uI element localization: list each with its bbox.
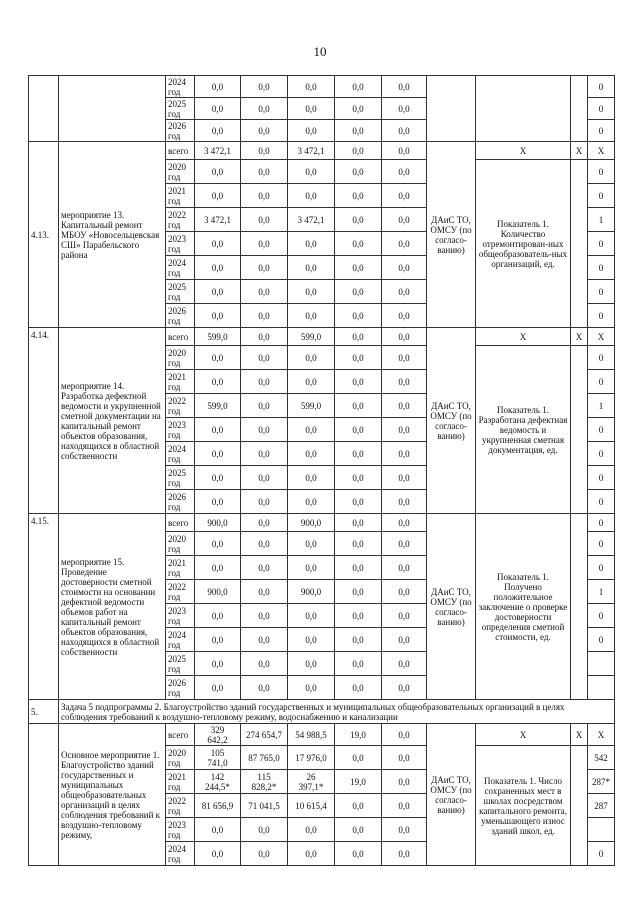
amount-cell: 0,0	[335, 514, 382, 532]
value-cell: X	[571, 724, 588, 746]
amount-cell: 0,0	[335, 304, 382, 328]
amount-cell: 0,0	[195, 490, 241, 514]
amount-cell: 0,0	[241, 652, 288, 676]
value-cell: X	[571, 142, 588, 160]
value-cell: 0	[588, 98, 615, 120]
value-cell: 0	[588, 184, 615, 208]
amount-cell: 0,0	[382, 304, 427, 328]
amount-cell: 3 472,1	[195, 208, 241, 232]
amount-cell: 0,0	[335, 142, 382, 160]
period: всего	[166, 142, 195, 160]
amount-cell: 0,0	[195, 98, 241, 120]
amount-cell: 0,0	[382, 794, 427, 818]
amount-cell: 0,0	[382, 442, 427, 466]
amount-cell: 0,0	[382, 746, 427, 770]
value-cell	[571, 746, 588, 866]
value-cell: X	[476, 328, 571, 346]
amount-cell: 0,0	[241, 580, 288, 604]
amount-cell: 0,0	[335, 556, 382, 580]
amount-cell: 0,0	[288, 256, 335, 280]
amount-cell: 0,0	[288, 556, 335, 580]
amount-cell: 0,0	[288, 418, 335, 442]
activity-name: мероприятие 14. Разработка дефектной ведомости и укрупненной сметной документации на капитальный ремонт объектов образования, находящихся в областной собственности	[59, 328, 166, 514]
amount-cell: 0,0	[288, 604, 335, 628]
amount-cell: 0,0	[335, 120, 382, 142]
amount-cell: 900,0	[288, 580, 335, 604]
amount-cell: 0,0	[195, 184, 241, 208]
value-cell: 0	[588, 160, 615, 184]
amount-cell: 599,0	[195, 328, 241, 346]
amount-cell: 900,0	[195, 514, 241, 532]
period: 2021 год	[166, 370, 195, 394]
amount-cell: 0,0	[382, 842, 427, 866]
amount-cell: 0,0	[335, 256, 382, 280]
activity-name: мероприятие 13. Капитальный ремонт МБОУ «Новосельцевская СШ» Парабельского района	[59, 142, 166, 328]
amount-cell: 142 244,5*	[195, 770, 241, 794]
amount-cell: 0,0	[335, 418, 382, 442]
amount-cell: 0,0	[382, 652, 427, 676]
amount-cell: 0,0	[195, 76, 241, 98]
value-cell: 287*	[588, 770, 615, 794]
amount-cell: 87 765,0	[241, 746, 288, 770]
amount-cell: 0,0	[195, 346, 241, 370]
amount-cell: 0,0	[382, 770, 427, 794]
amount-cell: 599,0	[195, 394, 241, 418]
amount-cell: 0,0	[382, 280, 427, 304]
amount-cell: 0,0	[335, 442, 382, 466]
amount-cell: 0,0	[335, 532, 382, 556]
program-table	[28, 75, 615, 866]
amount-cell: 0,0	[241, 842, 288, 866]
amount-cell: 0,0	[241, 304, 288, 328]
amount-cell: 0,0	[241, 514, 288, 532]
amount-cell: 0,0	[382, 256, 427, 280]
amount-cell: 0,0	[241, 418, 288, 442]
amount-cell: 0,0	[241, 818, 288, 842]
amount-cell: 0,0	[382, 818, 427, 842]
amount-cell: 0,0	[195, 652, 241, 676]
amount-cell: 0,0	[382, 120, 427, 142]
value-cell	[571, 514, 588, 700]
value-cell: 0	[588, 232, 615, 256]
amount-cell: 0,0	[382, 556, 427, 580]
amount-cell: 0,0	[382, 160, 427, 184]
amount-cell: 0,0	[335, 160, 382, 184]
amount-cell: 0,0	[288, 442, 335, 466]
amount-cell: 0,0	[241, 604, 288, 628]
amount-cell: 0,0	[195, 466, 241, 490]
period: 2022 год	[166, 208, 195, 232]
period: 2023 год	[166, 604, 195, 628]
task-title: Задача 5 подпрограммы 2. Благоустройство зданий государственных и муниципальных общеобразовательных организаций в целях соблюдения требований к воздушно-тепловому режиму, водоснабжению и канализации	[59, 700, 615, 724]
amount-cell: 0,0	[335, 746, 382, 770]
period: 2023 год	[166, 232, 195, 256]
period: 2026 год	[166, 304, 195, 328]
amount-cell: 0,0	[288, 842, 335, 866]
amount-cell: 900,0	[288, 514, 335, 532]
period: 2025 год	[166, 280, 195, 304]
amount-cell: 0,0	[335, 346, 382, 370]
amount-cell: 0,0	[335, 676, 382, 700]
table-row	[29, 142, 615, 160]
amount-cell: 0,0	[195, 556, 241, 580]
amount-cell: 0,0	[382, 98, 427, 120]
amount-cell: 0,0	[241, 394, 288, 418]
value-cell: X	[476, 724, 571, 746]
value-cell: 0	[588, 532, 615, 556]
amount-cell: 0,0	[335, 232, 382, 256]
value-cell	[588, 652, 615, 676]
amount-cell: 0,0	[382, 676, 427, 700]
amount-cell: 0,0	[288, 676, 335, 700]
executor-cell: ДАиС ТО, ОМСУ (по согласо-ванию)	[427, 724, 476, 866]
amount-cell: 0,0	[335, 580, 382, 604]
period: 2025 год	[166, 98, 195, 120]
amount-cell: 3 472,1	[288, 208, 335, 232]
value-cell: 0	[588, 304, 615, 328]
amount-cell: 0,0	[241, 556, 288, 580]
period: 2024 год	[166, 842, 195, 866]
executor-cell: Показатель 1. Число сохраненных мест в школах посредством капитального ремонта, уменьшающего износ зданий школ, ед.	[476, 746, 571, 866]
amount-cell: 0,0	[335, 652, 382, 676]
section-number	[29, 724, 59, 866]
amount-cell: 0,0	[288, 346, 335, 370]
table-row	[29, 700, 615, 724]
amount-cell: 0,0	[382, 532, 427, 556]
amount-cell: 0,0	[335, 394, 382, 418]
amount-cell: 0,0	[241, 98, 288, 120]
amount-cell: 19,0	[335, 770, 382, 794]
amount-cell: 0,0	[288, 818, 335, 842]
period: всего	[166, 514, 195, 532]
amount-cell: 0,0	[382, 580, 427, 604]
period: 2021 год	[166, 556, 195, 580]
amount-cell: 81 656,9	[195, 794, 241, 818]
amount-cell: 0,0	[335, 842, 382, 866]
period: 2026 год	[166, 676, 195, 700]
amount-cell: 0,0	[288, 160, 335, 184]
amount-cell: 0,0	[382, 604, 427, 628]
value-cell	[571, 346, 588, 514]
amount-cell: 0,0	[241, 120, 288, 142]
period: 2022 год	[166, 794, 195, 818]
section-number	[29, 76, 59, 142]
amount-cell: 0,0	[241, 628, 288, 652]
amount-cell: 0,0	[241, 142, 288, 160]
amount-cell: 0,0	[288, 466, 335, 490]
table-row	[29, 328, 615, 346]
amount-cell: 599,0	[288, 394, 335, 418]
amount-cell: 0,0	[288, 304, 335, 328]
amount-cell: 0,0	[241, 280, 288, 304]
amount-cell: 0,0	[288, 98, 335, 120]
amount-cell: 0,0	[335, 604, 382, 628]
amount-cell: 599,0	[288, 328, 335, 346]
executor-cell	[427, 76, 476, 142]
amount-cell: 0,0	[288, 490, 335, 514]
amount-cell: 0,0	[335, 184, 382, 208]
amount-cell: 0,0	[195, 442, 241, 466]
amount-cell: 0,0	[195, 676, 241, 700]
section-number: 4.13.	[29, 142, 59, 328]
period: 2021 год	[166, 184, 195, 208]
amount-cell: 0,0	[241, 490, 288, 514]
amount-cell: 0,0	[195, 160, 241, 184]
amount-cell: 0,0	[335, 794, 382, 818]
amount-cell: 0,0	[241, 184, 288, 208]
amount-cell: 0,0	[288, 280, 335, 304]
period: 2023 год	[166, 818, 195, 842]
period: 2022 год	[166, 580, 195, 604]
amount-cell: 71 041,5	[241, 794, 288, 818]
activity-name: Основное мероприятие 1. Благоустройство зданий государственных и муниципальных общеобразовательных организаций в целях соблюдения требований к воздушно-тепловому режиму,	[59, 724, 166, 866]
amount-cell: 0,0	[382, 232, 427, 256]
amount-cell: 0,0	[195, 256, 241, 280]
table-row	[29, 724, 615, 746]
amount-cell: 0,0	[382, 328, 427, 346]
period: 2024 год	[166, 256, 195, 280]
amount-cell: 0,0	[382, 184, 427, 208]
value-cell: 0	[588, 842, 615, 866]
period: 2020 год	[166, 160, 195, 184]
amount-cell: 0,0	[195, 628, 241, 652]
executor-cell: ДАиС ТО, ОМСУ (по согласо-ванию)	[427, 142, 476, 328]
period: 2020 год	[166, 746, 195, 770]
amount-cell: 900,0	[195, 580, 241, 604]
amount-cell: 0,0	[241, 442, 288, 466]
indicator-cell: ДАиС ТО, ОМСУ (по согласо-ванию)	[427, 328, 476, 514]
value-cell: X	[588, 142, 615, 160]
amount-cell: 0,0	[382, 76, 427, 98]
amount-cell: 0,0	[382, 724, 427, 746]
indicator-cell: Показатель 1. Получено положительное заключение о проверке достоверности определения сметной стоимости, ед.	[476, 514, 571, 700]
amount-cell: 0,0	[335, 76, 382, 98]
value-cell: 0	[588, 418, 615, 442]
amount-cell: 115 828,2*	[241, 770, 288, 794]
amount-cell: 0,0	[288, 370, 335, 394]
amount-cell: 0,0	[382, 514, 427, 532]
page-number: 10	[313, 44, 327, 59]
amount-cell: 274 654,7	[241, 724, 288, 746]
table-row	[29, 514, 615, 532]
amount-cell: 0,0	[241, 346, 288, 370]
amount-cell: 105 741,0	[195, 746, 241, 770]
amount-cell: 0,0	[195, 532, 241, 556]
amount-cell: 0,0	[382, 370, 427, 394]
amount-cell: 0,0	[241, 370, 288, 394]
amount-cell: 0,0	[335, 466, 382, 490]
period: 2026 год	[166, 120, 195, 142]
amount-cell: 0,0	[288, 628, 335, 652]
section-number: 4.14.	[29, 328, 59, 514]
period: 2021 год	[166, 770, 195, 794]
period: 2024 год	[166, 76, 195, 98]
amount-cell: 3 472,1	[195, 142, 241, 160]
amount-cell: 0,0	[335, 328, 382, 346]
period: 2020 год	[166, 532, 195, 556]
amount-cell: 17 976,0	[288, 746, 335, 770]
amount-cell: 0,0	[335, 818, 382, 842]
amount-cell: 0,0	[241, 676, 288, 700]
amount-cell: 0,0	[195, 232, 241, 256]
value-cell: 1	[588, 580, 615, 604]
amount-cell: 0,0	[382, 418, 427, 442]
period: 2025 год	[166, 652, 195, 676]
period: 2024 год	[166, 442, 195, 466]
amount-cell: 26 397,1*	[288, 770, 335, 794]
table-row	[29, 76, 615, 98]
amount-cell: 0,0	[195, 818, 241, 842]
value-cell: 0	[588, 370, 615, 394]
value-cell: 542	[588, 746, 615, 770]
value-cell: 0	[588, 120, 615, 142]
amount-cell: 0,0	[288, 652, 335, 676]
period: 2020 год	[166, 346, 195, 370]
amount-cell: 0,0	[195, 370, 241, 394]
amount-cell: 0,0	[241, 160, 288, 184]
section-number: 4.15.	[29, 514, 59, 700]
activity-name	[59, 76, 166, 142]
amount-cell: 0,0	[335, 280, 382, 304]
indicator-cell: Показатель 1. Разработана дефектная ведомость и укрупненная сметная документация, ед.	[476, 346, 571, 514]
value-cell	[571, 160, 588, 328]
executor-cell: Показатель 1. Количество отремонтирован-ных общеобразователь-ных организаций, ед.	[476, 160, 571, 328]
value-cell: X	[571, 328, 588, 346]
amount-cell: 0,0	[288, 76, 335, 98]
amount-cell: 0,0	[241, 466, 288, 490]
value-cell	[571, 76, 588, 142]
amount-cell: 54 988,5	[288, 724, 335, 746]
amount-cell: 0,0	[195, 604, 241, 628]
value-cell: 0	[588, 346, 615, 370]
activity-name: мероприятие 15. Проведение достоверности сметной стоимости на основании дефектной ведомости объемов работ на капитальный ремонт объектов образования, находящихся в областной собственности	[59, 514, 166, 700]
amount-cell: 0,0	[382, 142, 427, 160]
amount-cell: 0,0	[382, 628, 427, 652]
amount-cell: 0,0	[382, 346, 427, 370]
amount-cell: 0,0	[241, 532, 288, 556]
indicator-cell: ДАиС ТО, ОМСУ (по согласо-ванию)	[427, 514, 476, 700]
amount-cell: 0,0	[241, 232, 288, 256]
section-number: 5.	[29, 700, 59, 724]
value-cell: X	[588, 724, 615, 746]
amount-cell: 0,0	[288, 232, 335, 256]
amount-cell: 0,0	[382, 466, 427, 490]
amount-cell: 0,0	[335, 208, 382, 232]
period: 2023 год	[166, 418, 195, 442]
value-cell	[588, 818, 615, 842]
amount-cell: 0,0	[195, 120, 241, 142]
value-cell: 0	[588, 514, 615, 532]
value-cell: X	[476, 142, 571, 160]
value-cell: 0	[588, 280, 615, 304]
amount-cell: 0,0	[195, 842, 241, 866]
value-cell: 287	[588, 794, 615, 818]
amount-cell: 0,0	[241, 76, 288, 98]
value-cell: 0	[588, 256, 615, 280]
value-cell	[588, 676, 615, 700]
amount-cell: 0,0	[288, 120, 335, 142]
amount-cell: 0,0	[382, 490, 427, 514]
amount-cell: 0,0	[241, 328, 288, 346]
period: 2024 год	[166, 628, 195, 652]
amount-cell: 0,0	[195, 418, 241, 442]
value-cell: 0	[588, 556, 615, 580]
amount-cell: 3 472,1	[288, 142, 335, 160]
value-cell: 0	[588, 490, 615, 514]
amount-cell: 0,0	[335, 370, 382, 394]
executor-cell	[476, 76, 571, 142]
value-cell: 1	[588, 394, 615, 418]
period: 2022 год	[166, 394, 195, 418]
amount-cell: 0,0	[335, 490, 382, 514]
amount-cell: 0,0	[382, 394, 427, 418]
value-cell: 0	[588, 76, 615, 98]
value-cell: 1	[588, 208, 615, 232]
amount-cell: 0,0	[195, 280, 241, 304]
value-cell: 0	[588, 628, 615, 652]
amount-cell: 0,0	[382, 208, 427, 232]
amount-cell: 0,0	[241, 256, 288, 280]
value-cell: 0	[588, 604, 615, 628]
amount-cell: 329 642,2	[195, 724, 241, 746]
amount-cell: 0,0	[335, 98, 382, 120]
period: 2026 год	[166, 490, 195, 514]
amount-cell: 0,0	[288, 532, 335, 556]
value-cell: 0	[588, 442, 615, 466]
amount-cell: 0,0	[195, 304, 241, 328]
period: 2025 год	[166, 466, 195, 490]
amount-cell: 0,0	[241, 208, 288, 232]
amount-cell: 19,0	[335, 724, 382, 746]
amount-cell: 10 615,4	[288, 794, 335, 818]
value-cell: X	[588, 328, 615, 346]
amount-cell: 0,0	[288, 184, 335, 208]
value-cell: 0	[588, 466, 615, 490]
period: всего	[166, 328, 195, 346]
period: всего	[166, 724, 195, 746]
amount-cell: 0,0	[335, 628, 382, 652]
